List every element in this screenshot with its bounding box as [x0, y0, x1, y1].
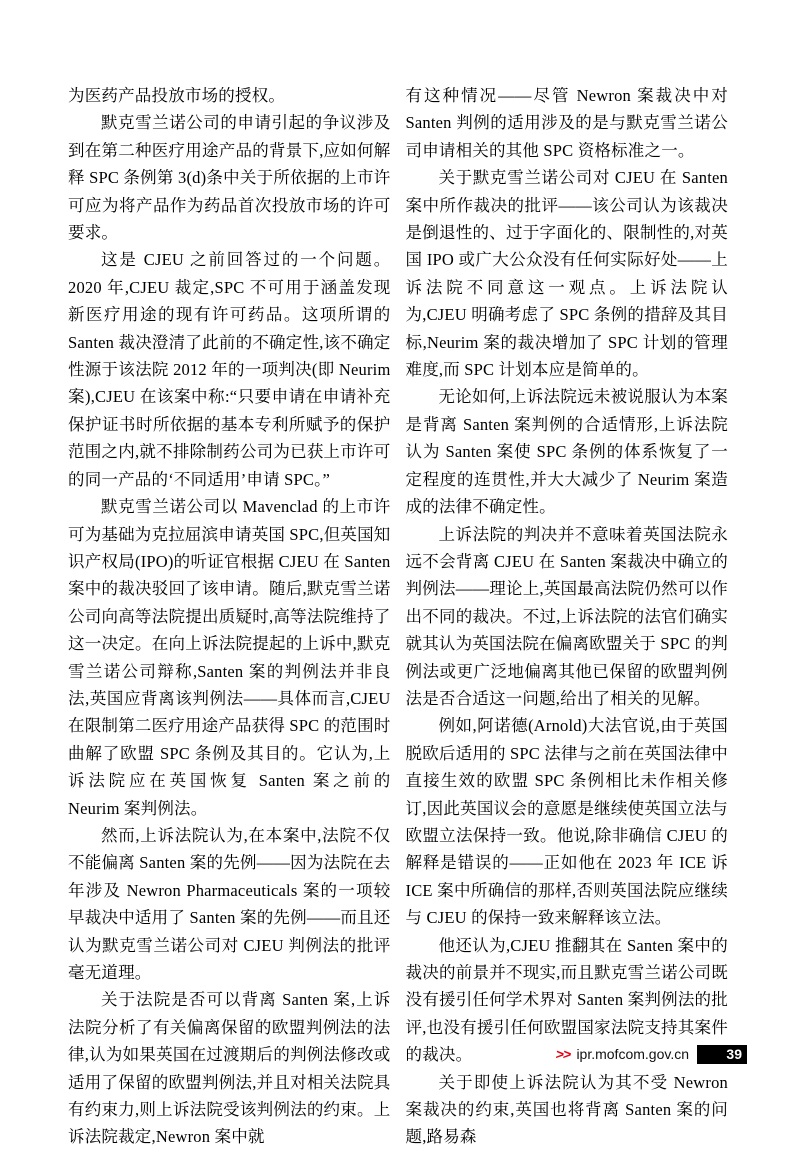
double-chevron-icon: >>: [554, 1046, 572, 1062]
text-column-left: [68, 82, 391, 1151]
paragraph: 然而,上诉法院认为,在本案中,法院不仅不能偏离 Santen 案的先例——因为法院在去年涉及 Newron Pharmaceuticals 案的一项较早裁决中适用了 Santen 案的先例——而且还认为默克雪兰诺公司对 CJEU 判例法的批评毫无道理。: [68, 825, 391, 982]
paragraph: 默克雪兰诺公司以 Mavenclad 的上市许可为基础为克拉屈滨申请英国 SPC,但英国知识产权局(IPO)的听证官根据 CJEU 在 Santen 案中的裁决驳回了该申请。随后,默克雪兰诺公司向高等法院提出质疑时,高等法院维持了这一决定。在向上诉法院提起的上诉中,默克雪兰诺公司辩称,Santen 案的判例法并非良法,英国应背离该判例法——具体而言,CJEU 在限制第二医疗用途产品获得 SPC 的范围时曲解了欧盟 SPC 条例及其目的。它认为,上诉法院应在英国恢复 Santen 案之前的 Neurim 案判例法。: [68, 497, 391, 818]
article-body: [68, 82, 728, 1151]
page-number-badge: 39: [697, 1045, 747, 1064]
paragraph: 关于法院是否可以背离 Santen 案,上诉法院分析了有关偏离保留的欧盟判例法的法律,认为如果英国在过渡期后的判例法修改或适用了保留的欧盟判例法,并且对相关法院具有约束力,则上诉法院受该判例法的约束。上诉法院裁定,Newron 案中就: [68, 990, 391, 1147]
paragraph: 关于默克雪兰诺公司对 CJEU 在 Santen 案中所作裁决的批评——该公司认为该裁决是倒退性的、过于字面化的、限制性的,对英国 IPO 或广大公众没有任何实际好处——上诉法院不同意这一观点。上诉法院认为,CJEU 明确考虑了 SPC 条例的措辞及其目标,Neurim 案的裁决增加了 SPC 计划的管理难度,而 SPC 计划本应是简单的。: [405, 168, 728, 380]
footer-site-url[interactable]: ipr.mofcom.gov.cn: [576, 1046, 689, 1062]
paragraph: 有这种情况——尽管 Newron 案裁决中对 Santen 判例的适用涉及的是与默克雪兰诺公司申请相关的其他 SPC 资格标准之一。: [405, 86, 728, 160]
page-footer: [0, 1044, 747, 1064]
paragraph: 例如,阿诺德(Arnold)大法官说,由于英国脱欧后适用的 SPC 法律与之前在英国法律中直接生效的欧盟 SPC 条例相比未作相关修订,因此英国议会的意愿是继续使英国立法与欧盟立法保持一致。他说,除非确信 CJEU 的解释是错误的——正如他在 2023 年 ICE 诉 ICE 案中所确信的那样,否则英国法院应继续与 CJEU 的保持一致来解释该立法。: [405, 716, 729, 928]
text-column-right: [406, 82, 729, 1151]
paragraph: 这是 CJEU 之前回答过的一个问题。2020 年,CJEU 裁定,SPC 不可用于涵盖发现新医疗用途的现有许可药品。这项所谓的 Santen 裁决澄清了此前的不确定性,该不确定性源于该法院 2012 年的一项判决(即 Neurim 案),CJEU 在该案中称:“只要申请在申请补充保护证书时所依据的基本专利所赋予的保护范围之内,就不排除制药公司为已获上市许可的同一产品的‘不同适用’申请 SPC。”: [68, 250, 391, 489]
paragraph: 他还认为,CJEU 推翻其在 Santen 案中的裁决的前景并不现实,而且默克雪兰诺公司既没有援引任何学术界对 Santen 案判例法的批评,也没有援引任何欧盟国家法院支持其案件的裁决。: [405, 935, 728, 1065]
paragraph: 关于即使上诉法院认为其不受 Newron 案裁决的约束,英国也将背离 Santen 案的问题,路易森: [405, 1072, 728, 1147]
paragraph: 默克雪兰诺公司的申请引起的争议涉及到在第二种医疗用途产品的背景下,应如何解释 SPC 条例第 3(d)条中关于所依据的上市许可应为将产品作为药品首次投放市场的许可要求。: [68, 113, 391, 243]
paragraph: 为医药产品投放市场的授权。: [68, 86, 286, 105]
paragraph: 上诉法院的判决并不意味着英国法院永远不会背离 CJEU 在 Santen 案裁决中确立的判例法——理论上,英国最高法院仍然可以作出不同的裁决。不过,上诉法院的法官们确实就其认为英国法院在偏离欧盟关于 SPC 的判例法或更广泛地偏离其他已保留的欧盟判例法是否合适这一问题,给出了相关的见解。: [405, 524, 729, 708]
paragraph: 无论如何,上诉法院远未被说服认为本案是背离 Santen 案判例的合适情形,上诉法院认为 Santen 案使 SPC 条例的体系恢复了一定程度的连贯性,并大大减少了 Neurim 案造成的法律不确定性。: [405, 387, 728, 517]
